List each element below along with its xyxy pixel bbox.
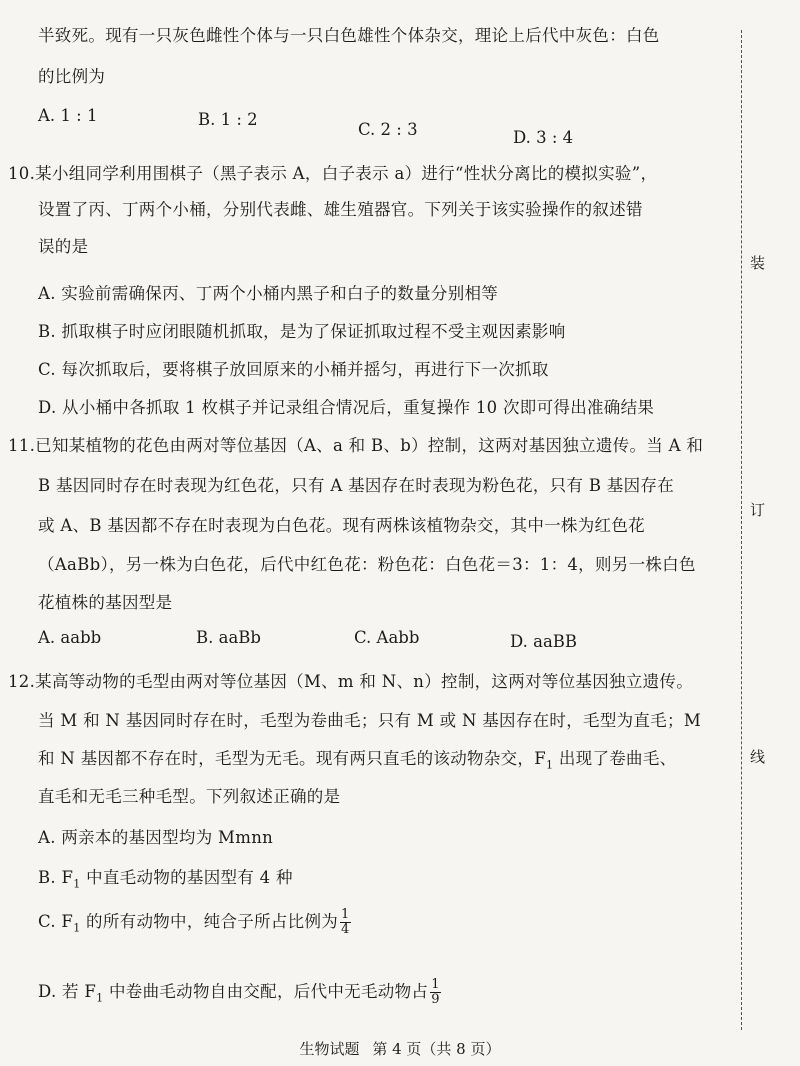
footer-subject: 生物试题	[299, 1040, 360, 1058]
q12-option-a: A. 两亲本的基因型均为 Mmnn	[38, 828, 274, 847]
q9-option-c: C. 2 : 3	[358, 120, 418, 139]
q11-stem-1: 已知某植物的花色由两对等位基因（A、a 和 B、b）控制，这两对基因独立遗传。当 A 和	[35, 436, 704, 455]
q11-line-3: 或 A、B 基因都不存在时表现为白色花。现有两株该植物杂交，其中一株为红色花	[38, 516, 645, 535]
q12-stem-3a: 和 N 基因都不存在时，毛型为无毛。现有两只直毛的该动物杂交，F	[38, 749, 546, 768]
q12-option-b-sub: 1	[73, 877, 81, 891]
q10-option-a: A. 实验前需确保丙、丁两个小桶内黑子和白子的数量分别相等	[38, 284, 499, 303]
q12-line-2: 当 M 和 N 基因同时存在时，毛型为卷曲毛；只有 M 或 N 基因存在时，毛型为直毛；M	[38, 711, 702, 730]
q10-stem-1: 某小组同学利用围棋子（黑子表示 A，白子表示 a）进行“性状分离比的模拟实验”，	[35, 164, 658, 183]
q12-option-d-pre: D. 若 F	[38, 982, 97, 1001]
q12-option-d-numerator: 1	[431, 977, 440, 992]
q12-stem-3b: 出现了卷曲毛、	[553, 749, 677, 768]
q11-option-c: C. Aabb	[354, 628, 420, 647]
q10-line-3: 误的是	[38, 237, 89, 256]
footer-page-number: 第 4 页（共 8 页）	[372, 1040, 501, 1058]
q9-option-b: B. 1 : 2	[198, 110, 258, 129]
q11-line-1	[8, 432, 703, 456]
q9-option-a: A. 1 : 1	[38, 106, 98, 125]
q12-option-d-post: 中卷曲毛动物自由交配，后代中无毛动物占	[103, 982, 429, 1001]
q12-option-c-pre: C. F	[38, 912, 74, 931]
q9-line-2: 的比例为	[38, 67, 106, 86]
q12-option-d	[38, 978, 441, 1007]
binding-char-zhuang: 装	[750, 248, 765, 277]
q12-number: 12.	[8, 672, 36, 691]
q12-option-d-fraction	[430, 978, 441, 1007]
q12-line-1	[8, 668, 693, 692]
q12-option-c-numerator: 1	[341, 907, 350, 922]
binding-char-xian: 线	[750, 742, 765, 771]
q11-line-5: 花植株的基因型是	[38, 593, 173, 612]
q9-line-1: 半致死。现有一只灰色雌性个体与一只白色雄性个体杂交，理论上后代中灰色：白色	[38, 26, 660, 45]
q12-option-d-denominator: 9	[431, 992, 440, 1007]
q10-option-d: D. 从小桶中各抓取 1 枚棋子并记录组合情况后，重复操作 10 次即可得出准确结果	[38, 398, 655, 417]
q10-number: 10.	[8, 164, 36, 183]
q12-option-b-pre: B. F	[38, 868, 74, 887]
q12-option-c-post: 的所有动物中，纯合子所占比例为	[80, 912, 339, 931]
q12-line-4: 直毛和无毛三种毛型。下列叙述正确的是	[38, 787, 341, 806]
page-footer	[0, 1038, 800, 1059]
q11-line-4: （AaBb），另一株为白色花，后代中红色花：粉色花：白色花＝3：1：4，则另一株白色	[38, 555, 696, 574]
q12-option-c-sub: 1	[73, 921, 81, 935]
q12-option-b-post: 中直毛动物的基因型有 4 种	[80, 868, 293, 887]
q9-option-d: D. 3 : 4	[513, 128, 574, 147]
q12-line-3	[38, 745, 676, 771]
q12-sub-3: 1	[545, 758, 554, 772]
q12-option-d-sub: 1	[96, 991, 104, 1005]
q11-option-a: A. aabb	[38, 628, 102, 647]
q12-stem-1: 某高等动物的毛型由两对等位基因（M、m 和 N、n）控制，这两对等位基因独立遗传。	[35, 672, 694, 691]
q12-option-c-fraction	[340, 908, 351, 937]
q11-option-b: B. aaBb	[196, 628, 261, 647]
q10-option-c: C. 每次抓取后，要将棋子放回原来的小桶并摇匀，再进行下一次抓取	[38, 360, 549, 379]
q10-line-2: 设置了丙、丁两个小桶，分别代表雌、雄生殖器官。下列关于该实验操作的叙述错	[38, 200, 643, 219]
q10-option-b: B. 抓取棋子时应闭眼随机抓取，是为了保证抓取过程不受主观因素影响	[38, 322, 566, 341]
q12-option-c-denominator: 4	[341, 922, 350, 937]
q11-number: 11.	[8, 436, 36, 455]
binding-char-ding: 订	[750, 495, 765, 524]
q11-option-d: D. aaBB	[510, 632, 578, 651]
q11-line-2: B 基因同时存在时表现为红色花，只有 A 基因存在时表现为粉色花，只有 B 基因存在	[38, 476, 674, 495]
q12-option-b	[38, 864, 293, 890]
binding-dashed-line	[741, 30, 742, 1030]
q12-option-c	[38, 908, 351, 937]
q10-line-1	[8, 160, 657, 184]
